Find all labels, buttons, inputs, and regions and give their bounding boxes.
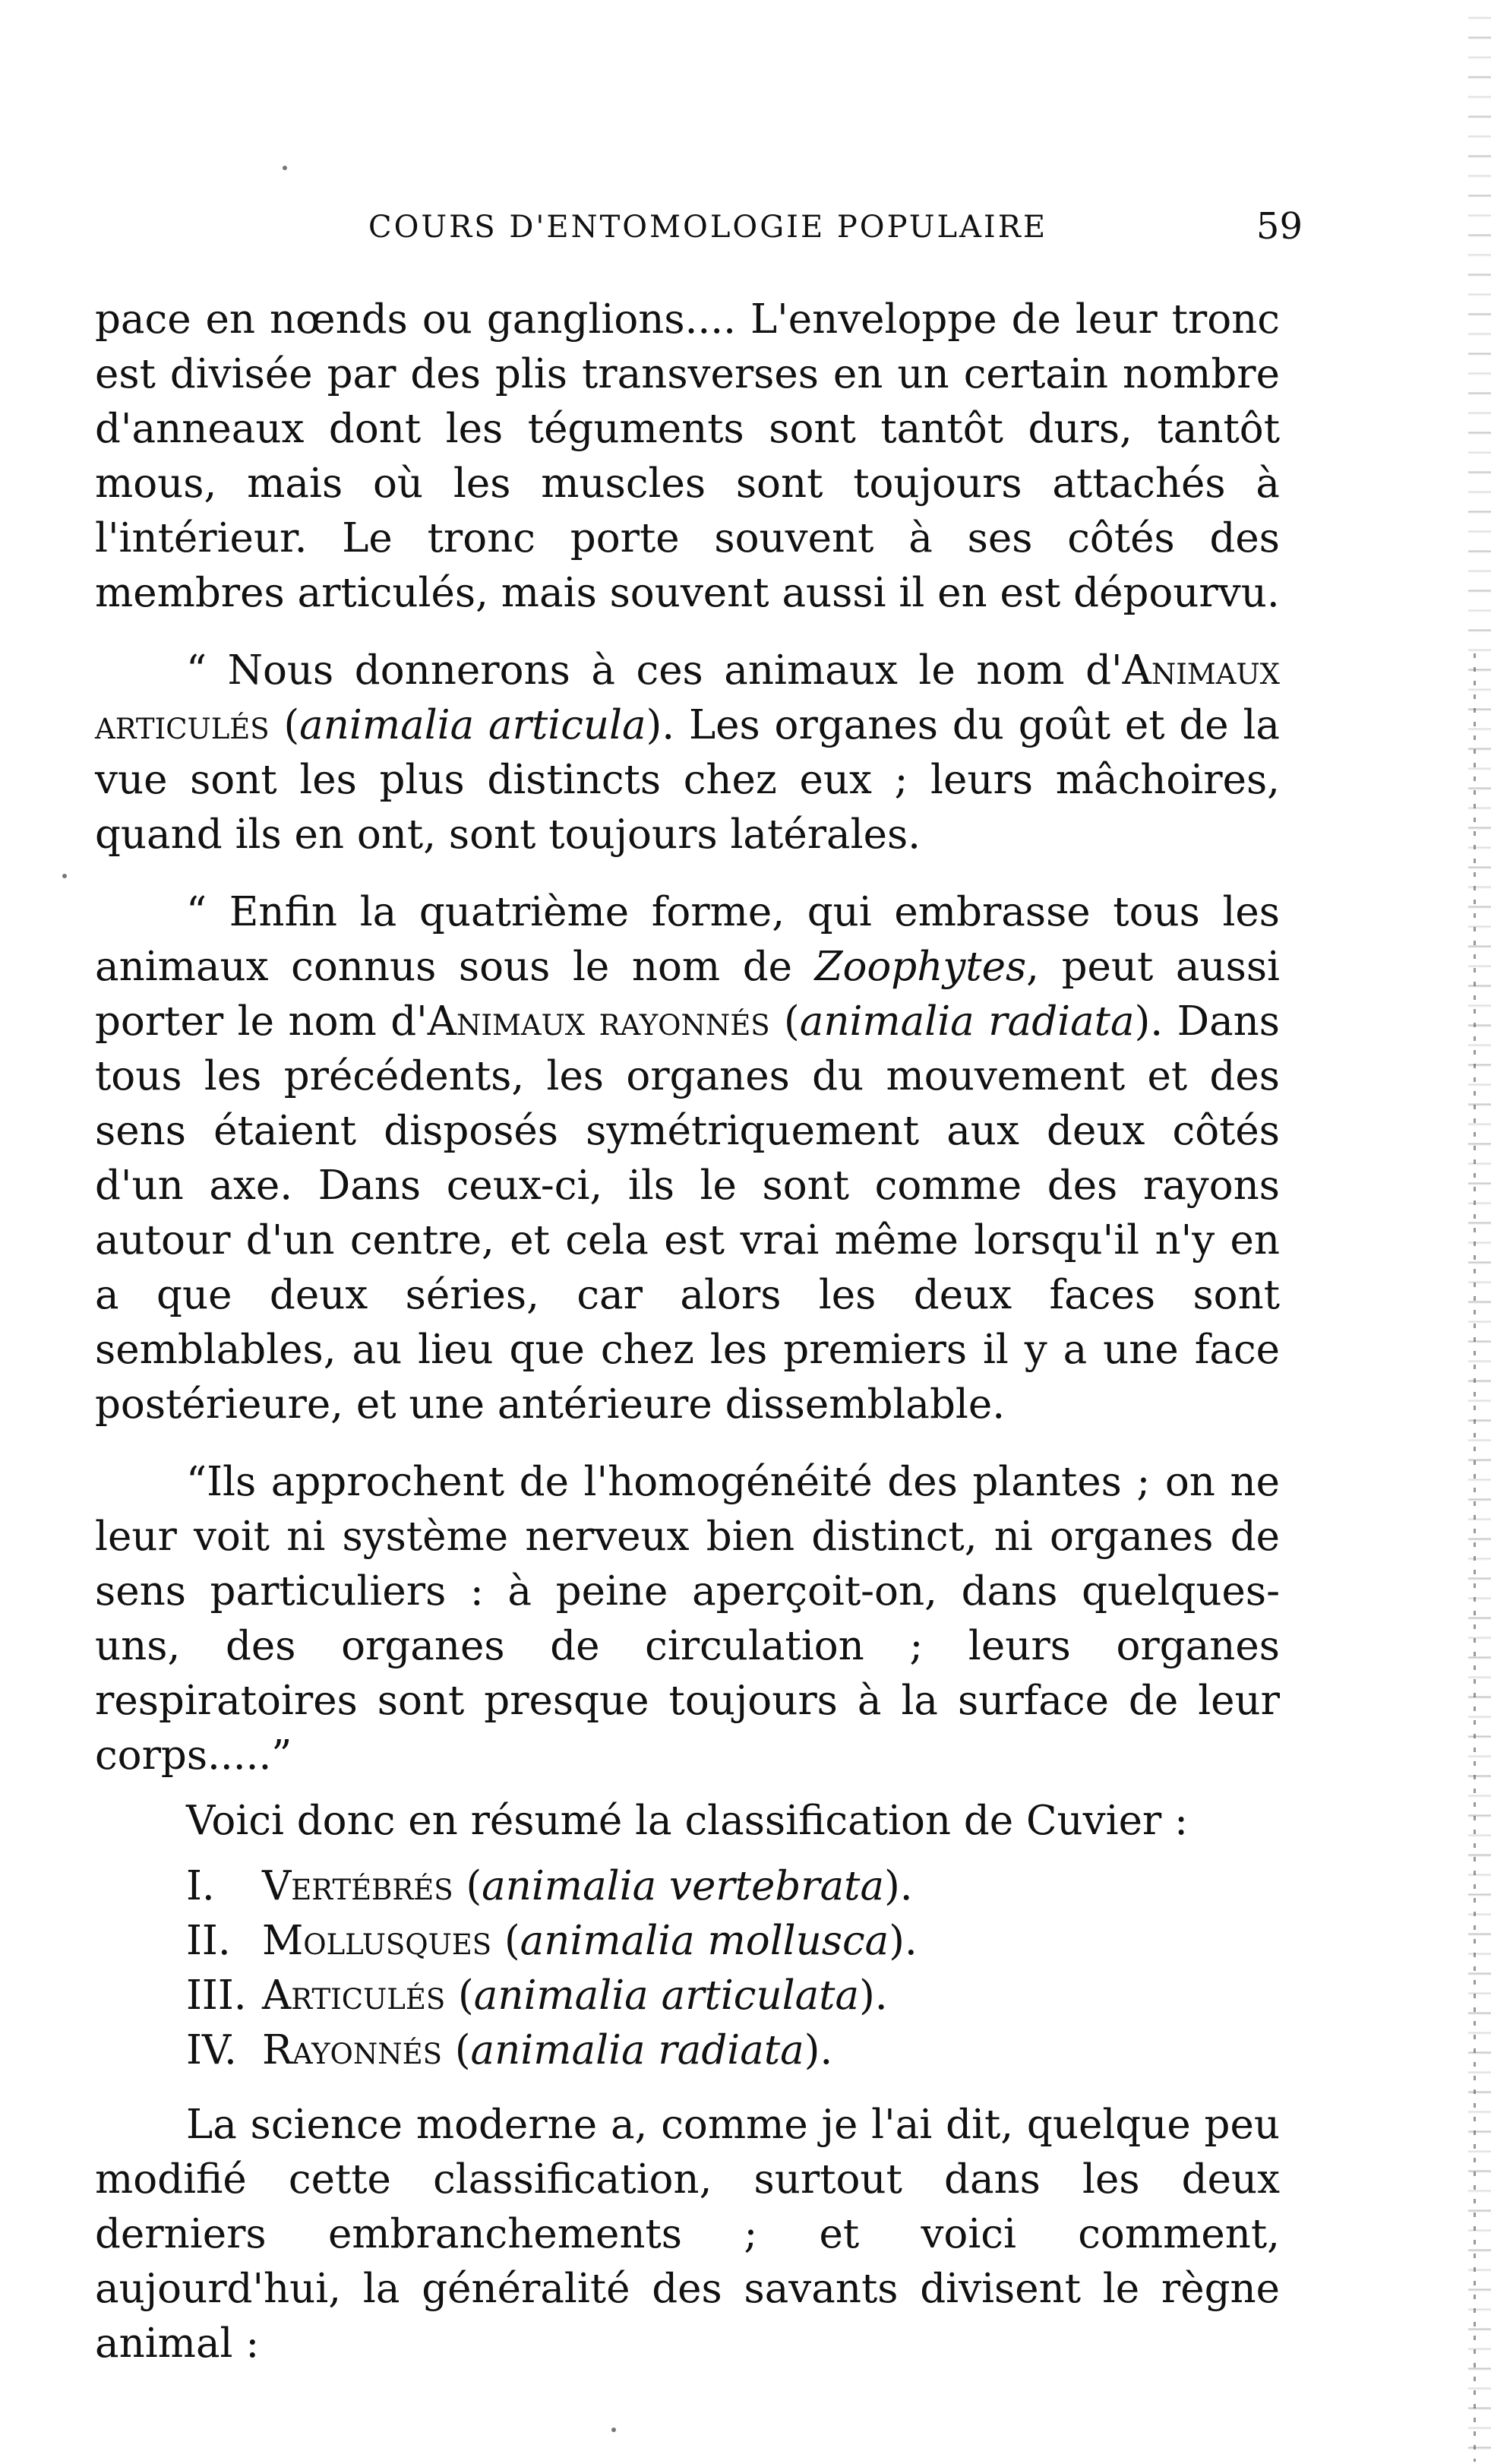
italic-term: Zoophytes xyxy=(814,944,1027,990)
item-name: Mollusques xyxy=(262,1918,492,1964)
paragraph-text: Voici donc en résumé la classification de Cuvier : xyxy=(186,1798,1188,1844)
paragraph-text: , peut aussi porter le nom d' xyxy=(95,944,1280,1045)
item-numeral: IV. xyxy=(186,2027,237,2073)
speck-left xyxy=(62,874,67,878)
item-numeral: II. xyxy=(186,1918,231,1964)
item-latin: animalia mollusca xyxy=(520,1918,889,1964)
italic-term: animalia articula xyxy=(299,702,646,748)
small-caps-term: Animaux rayonnés xyxy=(427,998,770,1045)
paragraph xyxy=(95,644,1280,862)
paragraph-text: “Ils approchent de l'homogénéité des plantes ; on ne leur voit ni système nerveux bien distinct, ni organes de sens particuliers : à peine aperçoit-on, dans quelques-uns, des organes de circulation ; leurs organes respiratoires sont presque toujours à la surface de leur corps.....” xyxy=(95,1459,1280,1779)
item-latin: animalia articulata xyxy=(473,1972,860,2019)
classification-list xyxy=(95,1859,1280,2078)
item-numeral: III. xyxy=(186,1972,247,2019)
page-number: 59 xyxy=(1256,205,1303,248)
page-header xyxy=(95,205,1303,258)
running-title: COURS D'ENTOMOLOGIE POPULAIRE xyxy=(368,210,1048,245)
item-name: Articulés xyxy=(262,1972,446,2019)
paragraph-text: pace en nœnds ou ganglions.... L'enveloppe de leur tronc est divisée par des plis transverses en un certain nombre d'anneaux dont les téguments sont tantôt durs, tantôt mous, mais où les muscles sont toujours attachés à l'intérieur. Le tronc porte souvent à ses côtés des membres articulés, mais souvent aussi il en est dépourvu. xyxy=(95,296,1280,616)
paragraph-text: ( xyxy=(269,702,300,748)
paragraph xyxy=(95,1794,1280,1849)
scan-edge-line xyxy=(1474,653,1476,2462)
paragraph-text: ). Les organes du goût et de la vue sont les plus distincts chez eux ; leurs mâchoires, quand ils en ont, sont toujours latérales. xyxy=(95,702,1280,858)
classification-item: III. Articulés (animalia articulata). xyxy=(186,1969,1280,2023)
classification-item: IV. Rayonnés (animalia radiata). xyxy=(186,2023,1280,2078)
classification-item: II. Mollusques (animalia mollusca). xyxy=(186,1914,1280,1969)
speck-bottom xyxy=(611,2428,616,2432)
item-name: Rayonnés xyxy=(262,2027,442,2073)
closing-paragraph: La science moderne a, comme je l'ai dit, quelque peu modifié cette classification, surtout dans les deux derniers embranchements ; et voici comment, aujourd'hui, la généralité des savants divisent le règne animal : xyxy=(95,2102,1280,2367)
item-numeral: I. xyxy=(186,1863,215,1909)
italic-term: animalia radiata xyxy=(799,998,1135,1045)
item-name: Vertébrés xyxy=(262,1863,453,1909)
paragraph-text: ( xyxy=(769,998,800,1045)
classification-item: I. Vertébrés (animalia vertebrata). xyxy=(186,1859,1280,1914)
item-latin: animalia radiata xyxy=(470,2027,804,2073)
paragraph xyxy=(95,1455,1280,1783)
paragraph xyxy=(95,885,1280,1432)
body-text xyxy=(95,293,1280,2394)
speck-top xyxy=(283,166,287,170)
paragraph-text: ). Dans tous les précédents, les organes du mouvement et des sens étaient disposés symétriquement aux deux côtés d'un axe. Dans ceux-ci, ils le sont comme des rayons autour d'un centre, et cela est vrai même lorsqu'il n'y en a que deux séries, car alors les deux faces sont semblables, au lieu que chez les premiers il y a une face postérieure, et une antérieure dissemblable. xyxy=(95,998,1280,1428)
paragraph xyxy=(95,293,1280,621)
small-caps-term: Animaux articulés xyxy=(95,647,1280,748)
scan-edge xyxy=(1468,0,1491,2464)
paragraph-text: “ Enfin la quatrième forme, qui embrasse tous les animaux connus sous le nom de xyxy=(95,889,1280,990)
paragraph-text: “ Nous donnerons à ces animaux le nom d' xyxy=(186,647,1123,694)
item-latin: animalia vertebrata xyxy=(482,1863,885,1909)
